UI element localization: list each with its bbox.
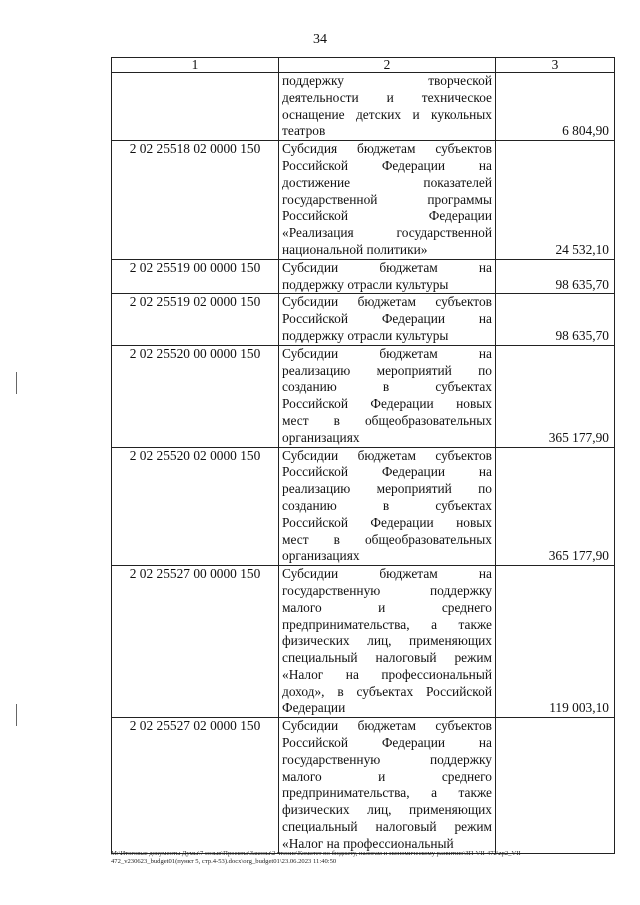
budget-code-cell: 2 02 25518 02 0000 150 [112,141,279,260]
table-row [112,259,615,294]
footer-line: 472_v230623_budget01(пункт 5, стр.4-53).docx\org_budget01\23.06.2023 11:40:50 [111,858,337,866]
description-line: Российской Федерации новых [282,396,492,412]
page-number: 34 [313,32,327,47]
description-line: достижение показателей [282,174,492,190]
description-line: поддержку отрасли культуры [282,327,449,343]
description-line: Субсидии бюджетам на [282,259,492,275]
column-header: 2 [279,58,496,73]
description-line: реализацию мероприятий по [282,481,492,497]
description-line: созданию в субъектах [282,497,492,513]
description-line: предпринимательства, а также [282,785,492,801]
description-line: «Налог на профессиональный [282,666,492,682]
table-row [112,141,615,260]
description-line: Федерации [282,700,346,716]
description-line: доход», в субъектах Российской [282,683,492,699]
budget-code-cell: 2 02 25520 00 0000 150 [112,345,279,447]
amount-cell: 119 003,10 [496,566,615,718]
description-line: «Реализация государственной [282,225,492,241]
budget-code-cell: 2 02 25527 02 0000 150 [112,718,279,853]
description-line: Субсидии бюджетам субъектов [282,447,492,463]
description-line: государственную поддержку [282,751,492,767]
description-line: мест в общеобразовательных [282,412,492,428]
description-line: Субсидия бюджетам субъектов [282,141,492,157]
amount-cell: 24 532,10 [496,141,615,260]
description-line: Российской Федерации на [282,157,492,173]
description-cell [279,259,496,294]
description-line: мест в общеобразовательных [282,531,492,547]
description-line: Российской Федерации новых [282,514,492,530]
description-cell [279,566,496,718]
description-line: организациях [282,429,360,445]
description-line: созданию в субъектах [282,379,492,395]
amount-cell: 6 804,90 [496,73,615,141]
description-line: малого и среднего [282,599,492,615]
amount-cell: 98 635,70 [496,294,615,345]
description-cell [279,141,496,260]
description-line: Субсидии бюджетам субъектов [282,294,492,310]
budget-code-cell [112,73,279,141]
amount-cell [496,718,615,853]
budget-code-cell: 2 02 25527 00 0000 150 [112,566,279,718]
amount-cell: 365 177,90 [496,345,615,447]
description-cell [279,73,496,141]
description-line: поддержку творческой [282,73,492,88]
amount-cell: 98 635,70 [496,259,615,294]
description-line: физических лиц, применяющих [282,802,492,818]
description-line: поддержку отрасли культуры [282,276,449,292]
file-path-footer [111,850,621,866]
column-header: 3 [496,58,615,73]
description-line: деятельности и техническое [282,89,492,105]
description-line: специальный налоговый режим [282,650,492,666]
description-line: Российской Федерации на [282,735,492,751]
description-line: государственной программы [282,191,492,207]
description-line: Субсидии бюджетам на [282,345,492,361]
description-line: национальной политики» [282,241,428,257]
description-cell [279,718,496,853]
table-row [112,566,615,718]
budget-code-cell: 2 02 25519 00 0000 150 [112,259,279,294]
table-row [112,294,615,345]
description-line: Субсидии бюджетам субъектов [282,718,492,734]
description-line: Российской Федерации на [282,311,492,327]
budget-code-cell: 2 02 25520 02 0000 150 [112,447,279,566]
description-line: предпринимательства, а также [282,616,492,632]
description-line: государственную поддержку [282,582,492,598]
description-cell [279,447,496,566]
table-row [112,447,615,566]
budget-table [111,57,615,854]
description-line: специальный налоговый режим [282,819,492,835]
description-line: театров [282,123,326,139]
footer-line: M:\Итоговые документы Думы\7 созыв\Проекты\Законы\2 чтение\Комитет по бюджету, налогам и экономическому развитию\ЗП-VII-472\zp2_VII- [111,850,523,857]
table-row [112,73,615,141]
description-cell [279,345,496,447]
description-line: реализацию мероприятий по [282,362,492,378]
amount-cell: 365 177,90 [496,447,615,566]
description-line: Субсидии бюджетам на [282,566,492,582]
description-cell [279,294,496,345]
table-header-row [112,58,615,73]
description-line: Российской Федерации [282,208,492,224]
description-line: физических лиц, применяющих [282,633,492,649]
budget-code-cell: 2 02 25519 02 0000 150 [112,294,279,345]
description-line: организациях [282,548,360,564]
margin-mark [16,372,17,394]
description-line: Российской Федерации на [282,464,492,480]
description-line: малого и среднего [282,768,492,784]
table-row [112,718,615,853]
column-header: 1 [112,58,279,73]
table-row [112,345,615,447]
margin-mark [16,704,17,726]
description-line: оснащение детских и кукольных [282,106,492,122]
description-line: «Налог на профессиональный [282,835,454,851]
